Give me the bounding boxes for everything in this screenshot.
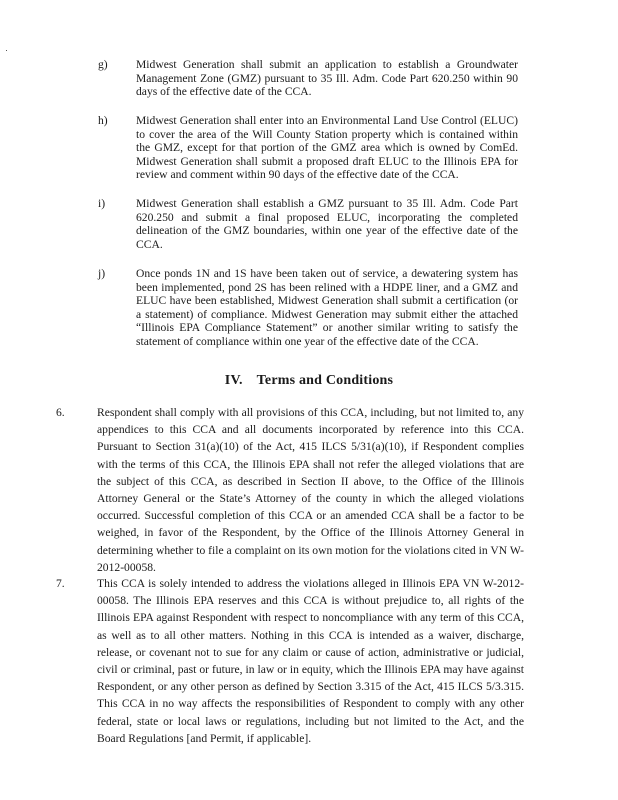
paragraph-number: 6. [56, 406, 65, 419]
item-text: Midwest Generation shall submit an application to establish a Groundwater Management Zone (GMZ) pursuant to 35 Ill. Adm. Code Part 620.250 within 90 days of the effective date of the CCA. [136, 58, 518, 98]
item-text: Midwest Generation shall enter into an Environmental Land Use Control (ELUC) to cover the area of the Will County Station property which is contained within the GMZ, except for that portion of the GMZ area which is owned by ComEd. Midwest Generation shall submit a proposed draft ELUC to the Illinois EPA for review and comment within 90 days of the effective date of the CCA. [136, 114, 518, 181]
paragraph-text: Respondent shall comply with all provisions of this CCA, including, but not limited to, any appendices to this CCA and all documents incorporated by reference into this CCA. Pursuant to Section 31(a)(10) of the Act, 415 ILCS 5/31(a)(10), if Respondent complies with the terms of this CCA, the Illinois EPA shall not refer the alleged violations that are the subject of this CCA, as described in Section II above, to the Office of the Illinois Attorney General or the State’s Attorney of the county in which the alleged violations occurred. Successful completion of this CCA or an amended CCA shall be a factor to be weighed, in favor of the Respondent, by the Office of the Illinois Attorney General in determining whether to file a complaint on its own motion for the violations cited in VN W-2012-00058. [97, 406, 524, 574]
section-heading [0, 373, 618, 389]
item-label: i) [98, 197, 106, 210]
section-number: IV. [224, 373, 243, 388]
section-title: Terms and Conditions [256, 373, 394, 388]
list-item-j [98, 267, 518, 348]
item-label: h) [98, 114, 108, 127]
item-text: Midwest Generation shall establish a GMZ pursuant to 35 Ill. Adm. Code Part 620.250 and submit a final proposed ELUC, incorporating the completed delineation of the GMZ boundaries, within one year of the effective date of the CCA. [136, 197, 518, 251]
list-item-g [98, 58, 518, 99]
list-item-h [98, 114, 518, 182]
list-item-i [98, 197, 518, 251]
item-label: j) [98, 267, 106, 280]
paragraph-number: 7. [56, 577, 65, 590]
item-text: Once ponds 1N and 1S have been taken out of service, a dewatering system has been implemented, pond 2S has been relined with a HDPE liner, and a GMZ and ELUC have been established, Midwest Generation shall submit a certification (or a statement) of compliance. Midwest Generation may submit either the attached “Illinois EPA Compliance Statement” or another similar writing to satisfy the statement of compliance within one year of the effective date of the CCA. [136, 267, 518, 348]
scan-speck [6, 50, 7, 51]
paragraph-7 [56, 575, 524, 747]
item-label: g) [98, 58, 108, 71]
paragraph-text: This CCA is solely intended to address the violations alleged in Illinois EPA VN W-2012-00058. The Illinois EPA reserves and this CCA is without prejudice to, all rights of the Illinois EPA against Respondent with respect to noncompliance with any term of this CCA, as well as to all other matters. Nothing in this CCA is intended as a waiver, discharge, release, or covenant not to sue for any claim or cause of action, administrative or judicial, civil or criminal, past or future, in law or in equity, which the Illinois EPA may have against Respondent, or any other person as defined by Section 3.315 of the Act, 415 ILCS 5/3.315. This CCA in no way affects the responsibilities of Respondent to comply with any other federal, state or local laws or regulations, including but not limited to the Act, and the Board Regulations [and Permit, if applicable]. [97, 577, 524, 745]
paragraph-6 [56, 404, 524, 576]
